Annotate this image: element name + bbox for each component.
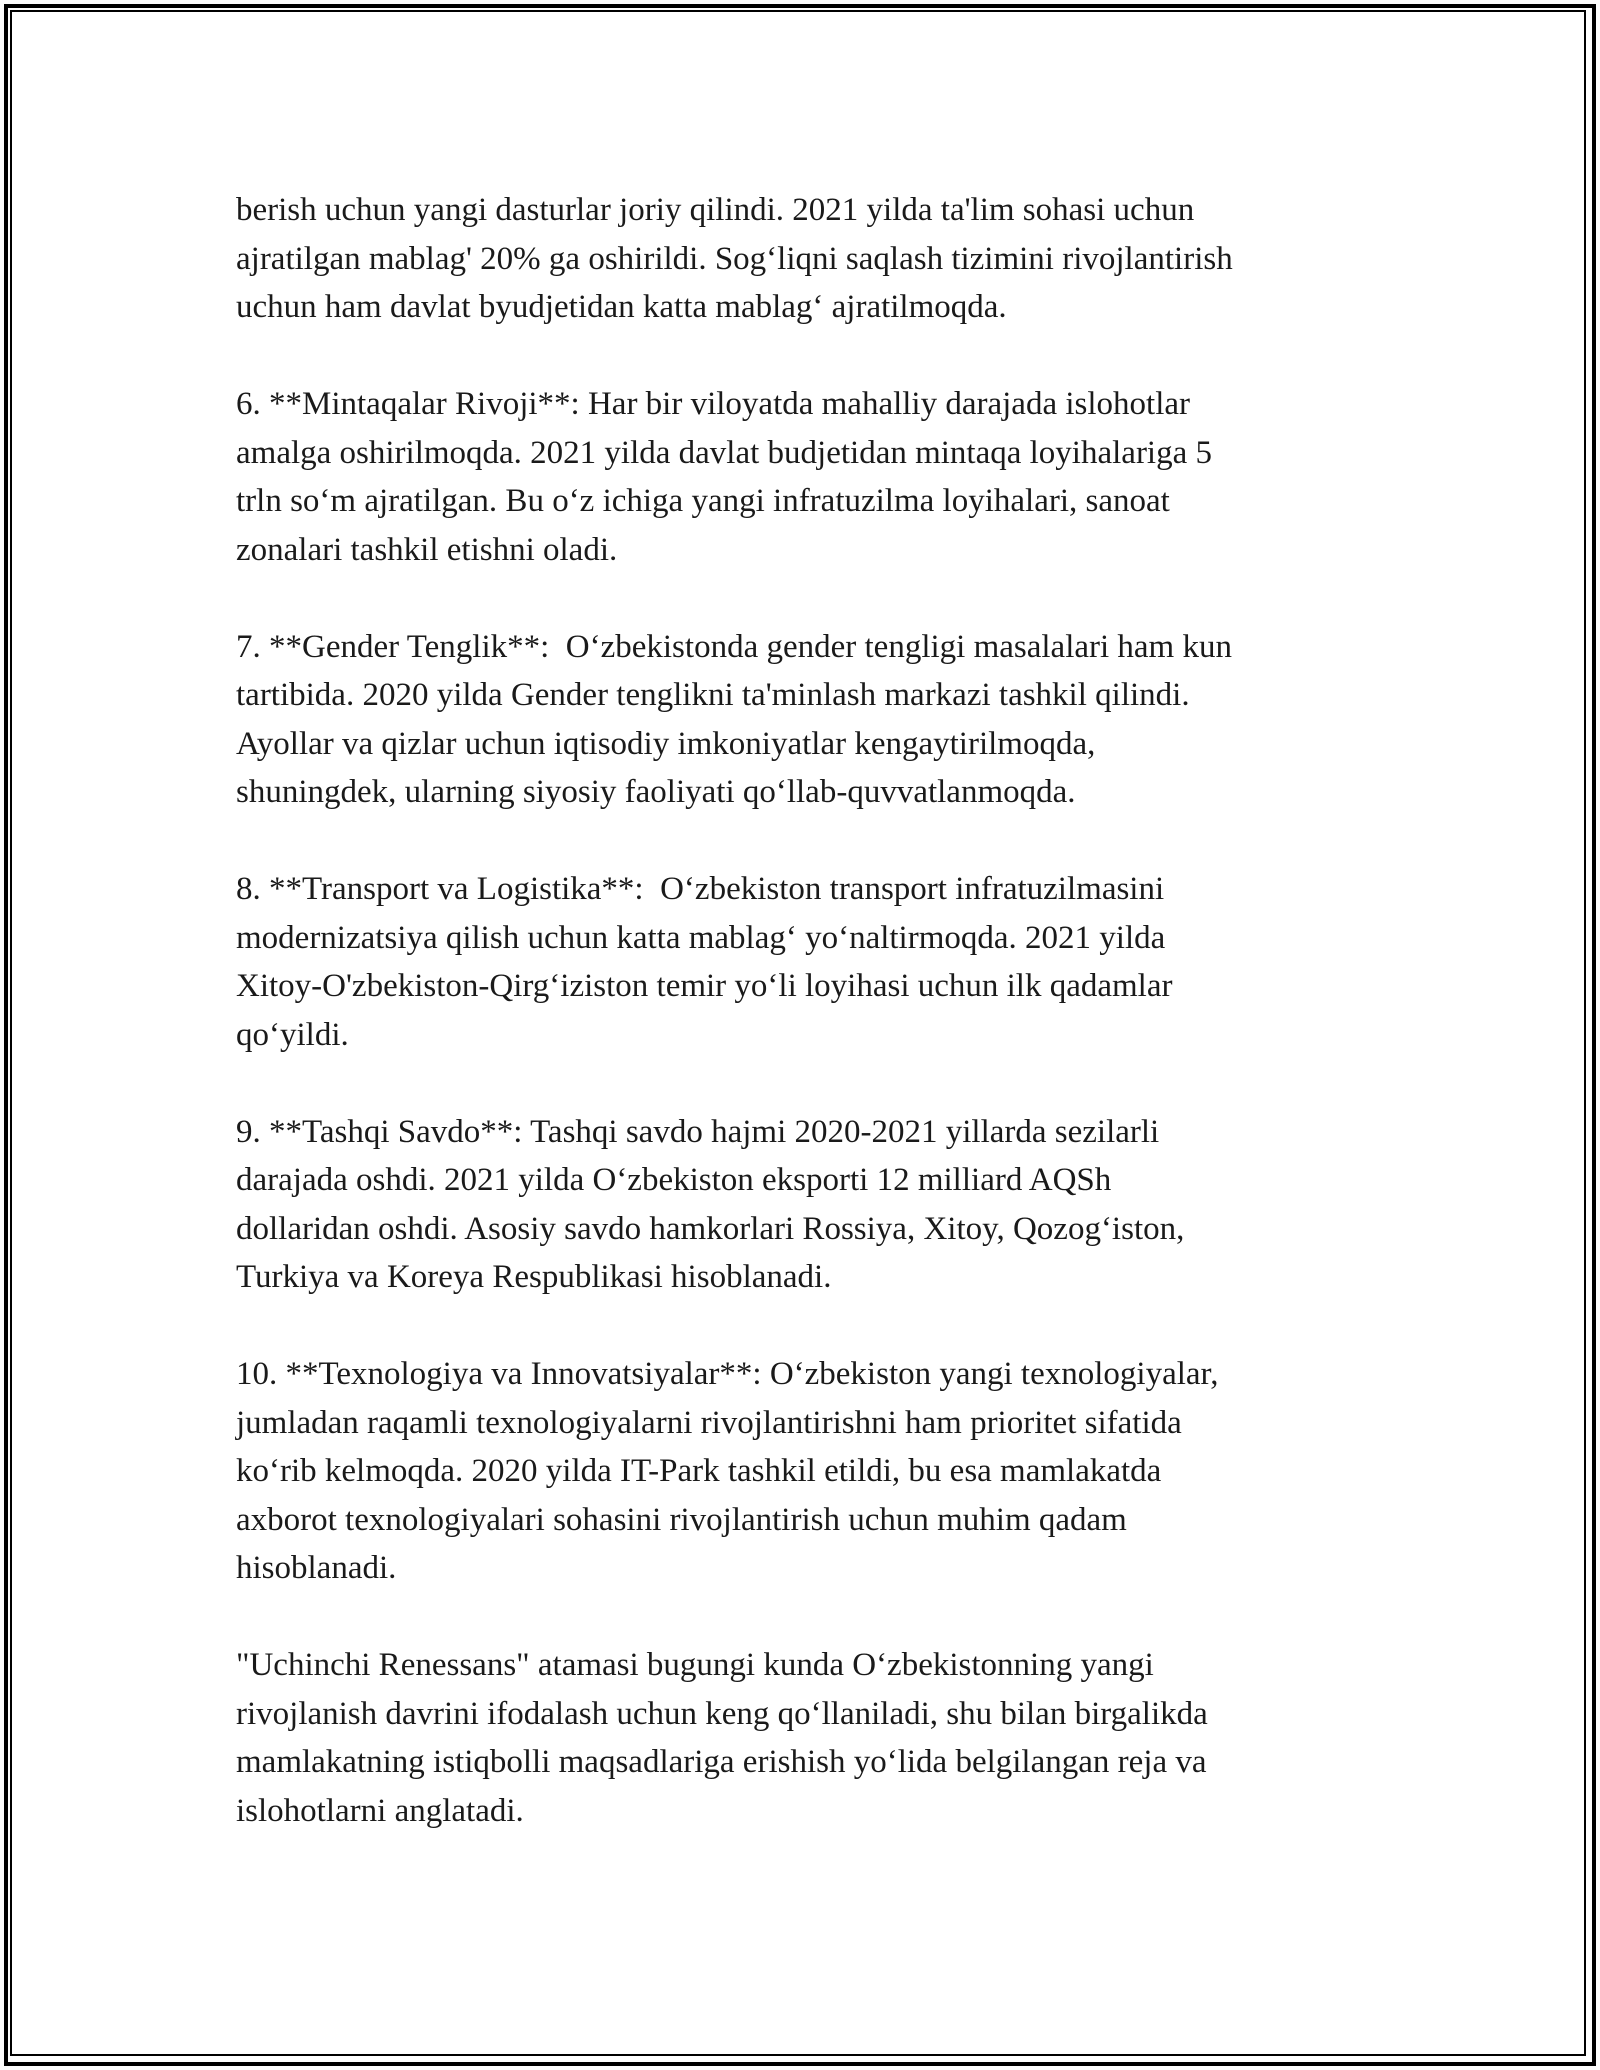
paragraph-technology-innovation: 10. **Texnologiya va Innovatsiyalar**: O‘zbekiston yangi texnologiyalar, jumladan raqamli texnologiyalarni rivojlantirishni ham prioritet sifatida ko‘rib kelmoqda. 2020 yilda IT-Park tashkil etildi, bu esa mamlakatda axborot texnologiyalari sohasini rivojlantirish uchun muhim qadam hisoblanadi. bbox=[236, 1356, 1219, 1586]
paragraph-gender-equality: 7. **Gender Tenglik**: O‘zbekistonda gender tengligi masalalari ham kun tartibida. 2020 yilda Gender tenglikni ta'minlash markazi tashkil qilindi. Ayollar va qizlar uchun iqtisodiy imkoniyatlar kengaytirilmoqda, shuningdek, ularning siyosiy faoliyati qo‘llab-quvvatlanmoqda. bbox=[236, 628, 1232, 810]
paragraph-foreign-trade: 9. **Tashqi Savdo**: Tashqi savdo hajmi 2020-2021 yillarda sezilarli darajada oshdi. 2021 yilda O‘zbekiston eksporti 12 milliard AQSh dollaridan oshdi. Asosiy savdo hamkorlari Rossiya, Xitoy, Qozog‘iston, Turkiya va Koreya Respublikasi hisoblanadi. bbox=[236, 1113, 1185, 1295]
paragraph-third-renaissance: "Uchinchi Renessans" atamasi bugungi kunda O‘zbekistonning yangi rivojlanish davrini ifodalash uchun keng qo‘llaniladi, shu bilan birgalikda mamlakatning istiqbolli maqsadlariga erishish yo‘lida belgilangan reja va islohotlarni anglatadi. bbox=[236, 1647, 1208, 1829]
paragraph-regional-development: 6. **Mintaqalar Rivoji**: Har bir viloyatda mahalliy darajada islohotlar amalga oshirilmoqda. 2021 yilda davlat budjetidan mintaqa loyihalariga 5 trln so‘m ajratilgan. Bu o‘z ichiga yangi infratuzilma loyihalari, sanoat zonalari tashkil etishni oladi. bbox=[236, 386, 1212, 568]
document-body bbox=[236, 186, 1366, 1835]
paragraph-education-budget: berish uchun yangi dasturlar joriy qilindi. 2021 yilda ta'lim sohasi uchun ajratilgan mablag' 20% ga oshirildi. Sog‘liqni saqlash tizimini rivojlantirish uchun ham davlat byudjetidan katta mablag‘ ajratilmoqda. bbox=[236, 192, 1233, 325]
paragraph-transport-logistics: 8. **Transport va Logistika**: O‘zbekiston transport infratuzilmasini modernizatsiya qilish uchun katta mablag‘ yo‘naltirmoqda. 2021 yilda Xitoy-O'zbekiston-Qirg‘iziston temir yo‘li loyihasi uchun ilk qadamlar qo‘yildi. bbox=[236, 871, 1173, 1053]
